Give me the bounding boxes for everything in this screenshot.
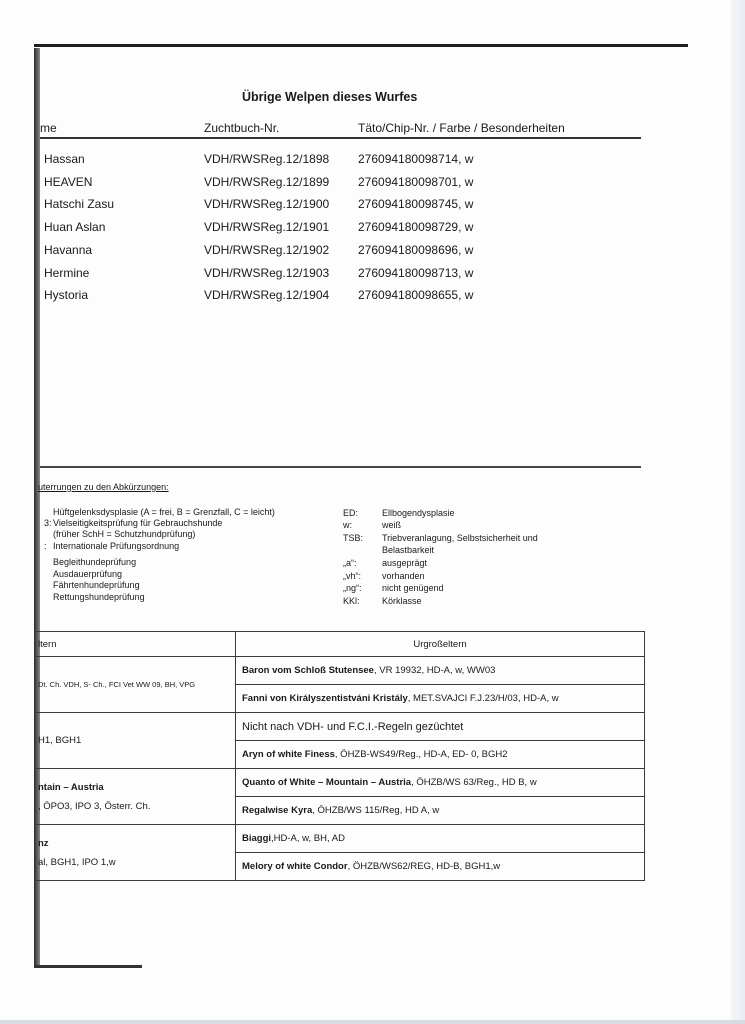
ancestor-details: , ÖHZB/WS62/REG, HD-B, BGH1,w	[347, 861, 501, 872]
puppy-name: Hassan	[44, 152, 85, 166]
puppy-registration: VDH/RWSReg.12/1901	[204, 220, 330, 235]
scan-edge-right	[731, 0, 745, 1024]
abbreviation-code: „ng“:	[343, 583, 362, 593]
parent-line: , ÖPO3, IPO 3, Österr. Ch.	[38, 800, 151, 812]
puppy-registration: VDH/RWSReg.12/1899	[204, 174, 330, 189]
ancestor-cell	[236, 825, 645, 853]
parent-cell	[34, 657, 236, 713]
puppy-name: Havanna	[44, 242, 93, 257]
ancestor-name: Fanni von Királyszentistváni Kristály	[242, 693, 408, 704]
parent-cell	[34, 769, 236, 825]
pedigree-header-row	[34, 632, 645, 657]
ancestor-details: , ÖHZB-WS49/Reg., HD-A, ED- 0, BGH2	[334, 749, 508, 760]
abbreviation-text: Hüftgelenksdysplasie (A = frei, B = Grenzfall, C = leicht)	[53, 507, 275, 517]
parent-line: al, BGH1, IPO 1,w	[38, 856, 116, 868]
column-header-zuchtbuch: Zuchtbuch-Nr.	[204, 121, 280, 135]
abbreviation-code: „a“:	[343, 558, 357, 568]
top-rule	[34, 44, 688, 47]
ancestor-details: ,HD-A, w, BH, AD	[271, 833, 345, 844]
bottom-rule	[34, 965, 142, 968]
puppy-name: Hermine	[44, 265, 90, 280]
abbreviation-text: Internationale Prüfungsordnung	[53, 541, 180, 551]
ancestor-name: Baron vom Schloß Stutensee	[242, 665, 374, 676]
abbreviation-text: Körklasse	[382, 596, 422, 606]
puppy-registration: VDH/RWSReg.12/1898	[204, 152, 330, 166]
abbreviation-text: Belastbarkeit	[382, 545, 435, 555]
ancestor-details: , VR 19932, HD-A, w, WW03	[373, 665, 496, 676]
header-rule	[40, 137, 641, 139]
ancestor-cell	[236, 713, 645, 741]
abbreviation-text: vorhanden	[382, 571, 425, 581]
puppy-name: HEAVEN	[44, 174, 93, 189]
puppy-chip: 276094180098696, w	[358, 242, 474, 257]
pedigree-row	[34, 769, 645, 797]
abbreviations-title: uterrungen zu den Abkürzungen:	[38, 482, 169, 492]
ancestor-name: Biaggi	[242, 833, 272, 844]
ancestor-name: Regalwise Kyra	[242, 805, 313, 816]
abbreviation-code: :	[44, 541, 47, 551]
ancestor-name: Aryn of white Finess	[242, 749, 335, 760]
abbreviation-code: 3:	[44, 518, 52, 528]
puppy-chip: 276094180098729, w	[358, 220, 474, 235]
parent-cell	[34, 825, 236, 881]
puppy-registration: VDH/RWSReg.12/1903	[204, 265, 330, 280]
ancestor-name: Melory of white Condor	[242, 861, 348, 872]
ancestor-cell	[236, 853, 645, 881]
puppy-registration: VDH/RWSReg.12/1900	[204, 197, 330, 212]
abbreviation-code: w:	[343, 520, 352, 530]
parent-line: H1, BGH1	[38, 735, 82, 746]
abbreviation-text: weiß	[382, 520, 402, 530]
pedigree-row	[34, 657, 645, 685]
puppy-chip: 276094180098714, w	[358, 152, 474, 166]
ancestor-details: , ÖHZB/WS 115/Reg, HD A, w	[312, 805, 440, 816]
abbreviation-text: Vielseitigkeitsprüfung für Gebrauchshunde	[53, 518, 223, 528]
abbreviation-code: KKl:	[343, 596, 360, 606]
abbreviation-code: ED:	[343, 508, 359, 518]
puppy-name: Hatschi Zasu	[44, 197, 115, 212]
pedigree-table	[34, 631, 645, 881]
abbreviation-text: (früher SchH = Schutzhundprüfung)	[53, 529, 196, 539]
abbreviation-text: Ausdauerprüfung	[53, 569, 123, 579]
column-header-chip: Täto/Chip-Nr. / Farbe / Besonderheiten	[358, 121, 565, 135]
ancestor-details: Nicht nach VDH- und F.C.I.-Regeln gezüchtet	[242, 720, 464, 733]
page-title: Übrige Welpen dieses Wurfes	[242, 90, 418, 104]
scan-edge-bottom	[0, 1020, 745, 1024]
abbreviation-text: Fährtenhundeprüfung	[53, 580, 140, 590]
puppy-chip: 276094180098701, w	[358, 174, 474, 189]
pedigree-row	[34, 713, 645, 741]
parent-line: ntain – Austria	[38, 781, 104, 793]
column-header-name: me	[40, 121, 57, 135]
ancestor-cell	[236, 769, 645, 797]
abbreviation-text: Rettungshundeprüfung	[53, 592, 145, 602]
abbreviation-text: Begleithundeprüfung	[53, 557, 137, 567]
puppy-chip: 276094180098655, w	[358, 288, 474, 303]
puppy-chip: 276094180098745, w	[358, 197, 474, 212]
puppy-name: Hystoria	[44, 288, 89, 303]
parent-line: nz	[38, 837, 49, 849]
ancestor-cell	[236, 657, 645, 685]
abbreviation-text: nicht genügend	[382, 583, 444, 593]
ancestor-cell	[236, 741, 645, 769]
abbreviation-code: TSB:	[343, 533, 364, 543]
abbreviation-text: Ellbogendysplasie	[382, 508, 455, 518]
ancestor-cell	[236, 797, 645, 825]
parent-line: Dt. Ch. VDH, S- Ch., FCI Vet WW 09, BH, VPG	[38, 680, 196, 689]
parent-cell	[34, 713, 236, 769]
puppy-chip: 276094180098713, w	[358, 265, 474, 280]
abbreviation-code: „vh“:	[343, 571, 361, 581]
ancestor-cell	[236, 685, 645, 713]
ancestor-details: , ÖHZB/WS 63/Reg., HD B, w	[411, 777, 537, 788]
pedigree-row	[34, 825, 645, 853]
ancestor-details: , MET.SVAJCI F.J.23/H/03, HD-A, w	[407, 693, 559, 704]
abbreviation-text: ausgeprägt	[382, 558, 428, 568]
pedigree-header-parents: ltern	[34, 632, 236, 657]
section-rule	[40, 466, 641, 468]
pedigree-header-greatgrandparents: Urgroßeltern	[236, 632, 645, 657]
puppy-registration: VDH/RWSReg.12/1904	[204, 288, 330, 303]
ancestor-name: Quanto of White – Mountain – Austria	[242, 777, 412, 788]
abbreviation-text: Triebveranlagung, Selbstsicherheit und	[382, 533, 538, 543]
puppy-registration: VDH/RWSReg.12/1902	[204, 242, 330, 257]
puppy-name: Huan Aslan	[44, 220, 106, 235]
